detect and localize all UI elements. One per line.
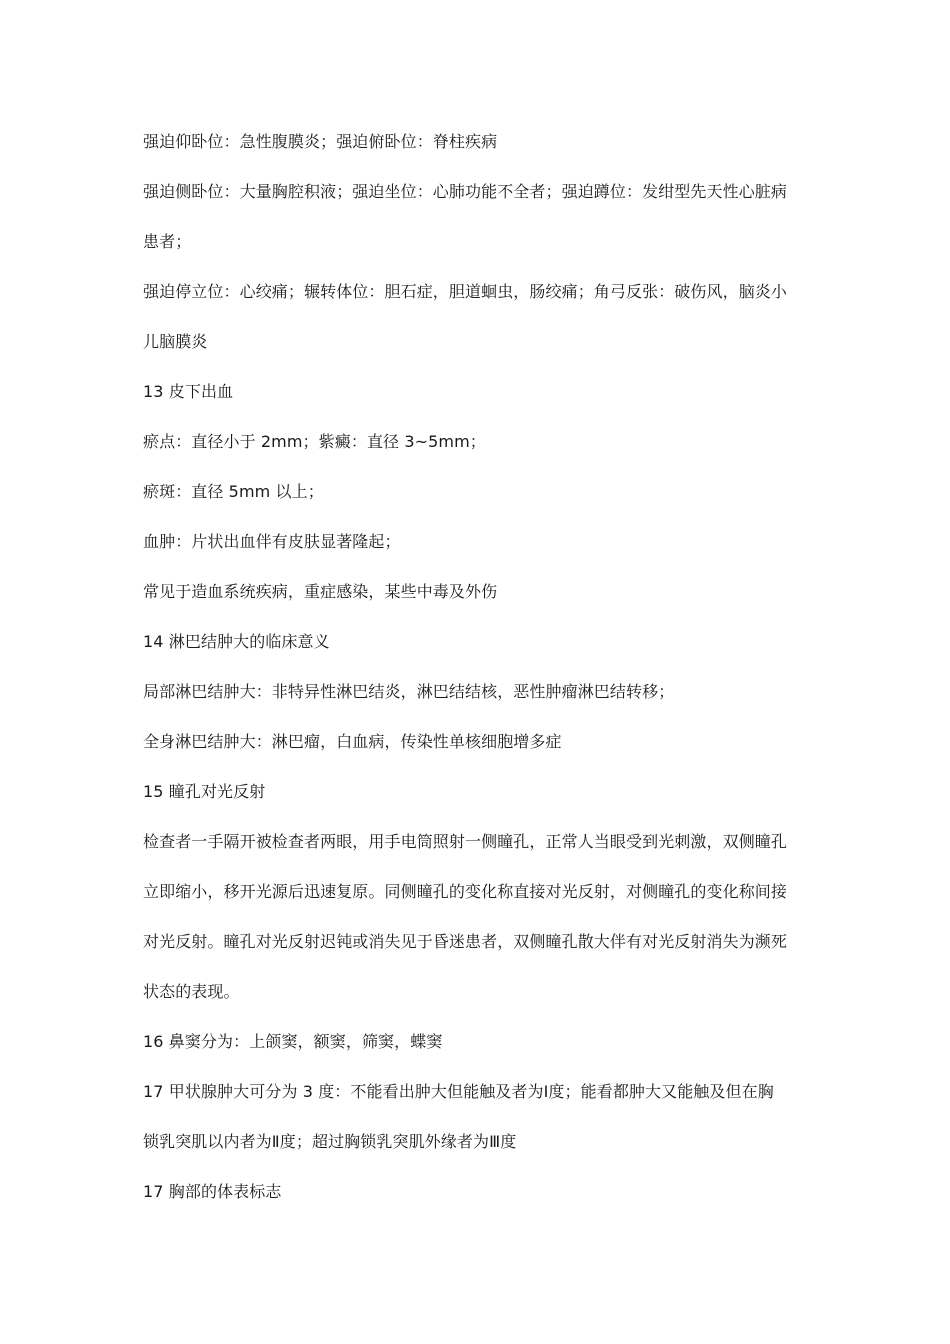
text-line: 强迫仰卧位：急性腹膜炎；强迫俯卧位：脊柱疾病 <box>143 132 498 151</box>
text-line: 检查者一手隔开被检查者两眼，用手电筒照射一侧瞳孔，正常人当眼受到光刺激，双侧瞳孔 <box>143 832 788 851</box>
text-line: 状态的表现。 <box>143 982 240 1001</box>
document-body <box>143 117 823 1217</box>
text-line: 对光反射。瞳孔对光反射迟钝或消失见于昏迷患者，双侧瞳孔散大伴有对光反射消失为濒死 <box>143 932 788 951</box>
text-line: 局部淋巴结肿大：非特异性淋巴结炎，淋巴结结核，恶性肿瘤淋巴结转移； <box>143 682 675 701</box>
section-heading: 15 瞳孔对光反射 <box>143 782 266 801</box>
text-line: 儿脑膜炎 <box>143 332 208 351</box>
text-line: 立即缩小，移开光源后迅速复原。同侧瞳孔的变化称直接对光反射，对侧瞳孔的变化称间接 <box>143 882 788 901</box>
text-line: 锁乳突肌以内者为Ⅱ度；超过胸锁乳突肌外缘者为Ⅲ度 <box>143 1132 517 1151</box>
text-line: 强迫停立位：心绞痛；辗转体位：胆石症，胆道蛔虫，肠绞痛；角弓反张：破伤风，脑炎小 <box>143 282 788 301</box>
text-line: 瘀点：直径小于 2mm；紫癜：直径 3~5mm； <box>143 432 486 451</box>
text-line: 强迫侧卧位：大量胸腔积液；强迫坐位：心肺功能不全者；强迫蹲位：发绀型先天性心脏病 <box>143 182 788 201</box>
text-line: 血肿：片状出血伴有皮肤显著隆起； <box>143 532 401 551</box>
text-line: 瘀斑：直径 5mm 以上； <box>143 482 324 501</box>
text-line: 常见于造血系统疾病，重症感染，某些中毒及外伤 <box>143 582 498 601</box>
section-heading: 14 淋巴结肿大的临床意义 <box>143 632 330 651</box>
section-heading: 16 鼻窦分为：上颌窦，额窦，筛窦，蝶窦 <box>143 1032 443 1051</box>
text-line: 患者； <box>143 232 192 251</box>
section-heading: 17 胸部的体表标志 <box>143 1182 282 1201</box>
section-heading: 13 皮下出血 <box>143 382 234 401</box>
text-line: 全身淋巴结肿大：淋巴瘤，白血病，传染性单核细胞增多症 <box>143 732 562 751</box>
section-heading: 17 甲状腺肿大可分为 3 度：不能看出肿大但能触及者为Ⅰ度；能看都肿大又能触及但在胸 <box>143 1082 774 1101</box>
